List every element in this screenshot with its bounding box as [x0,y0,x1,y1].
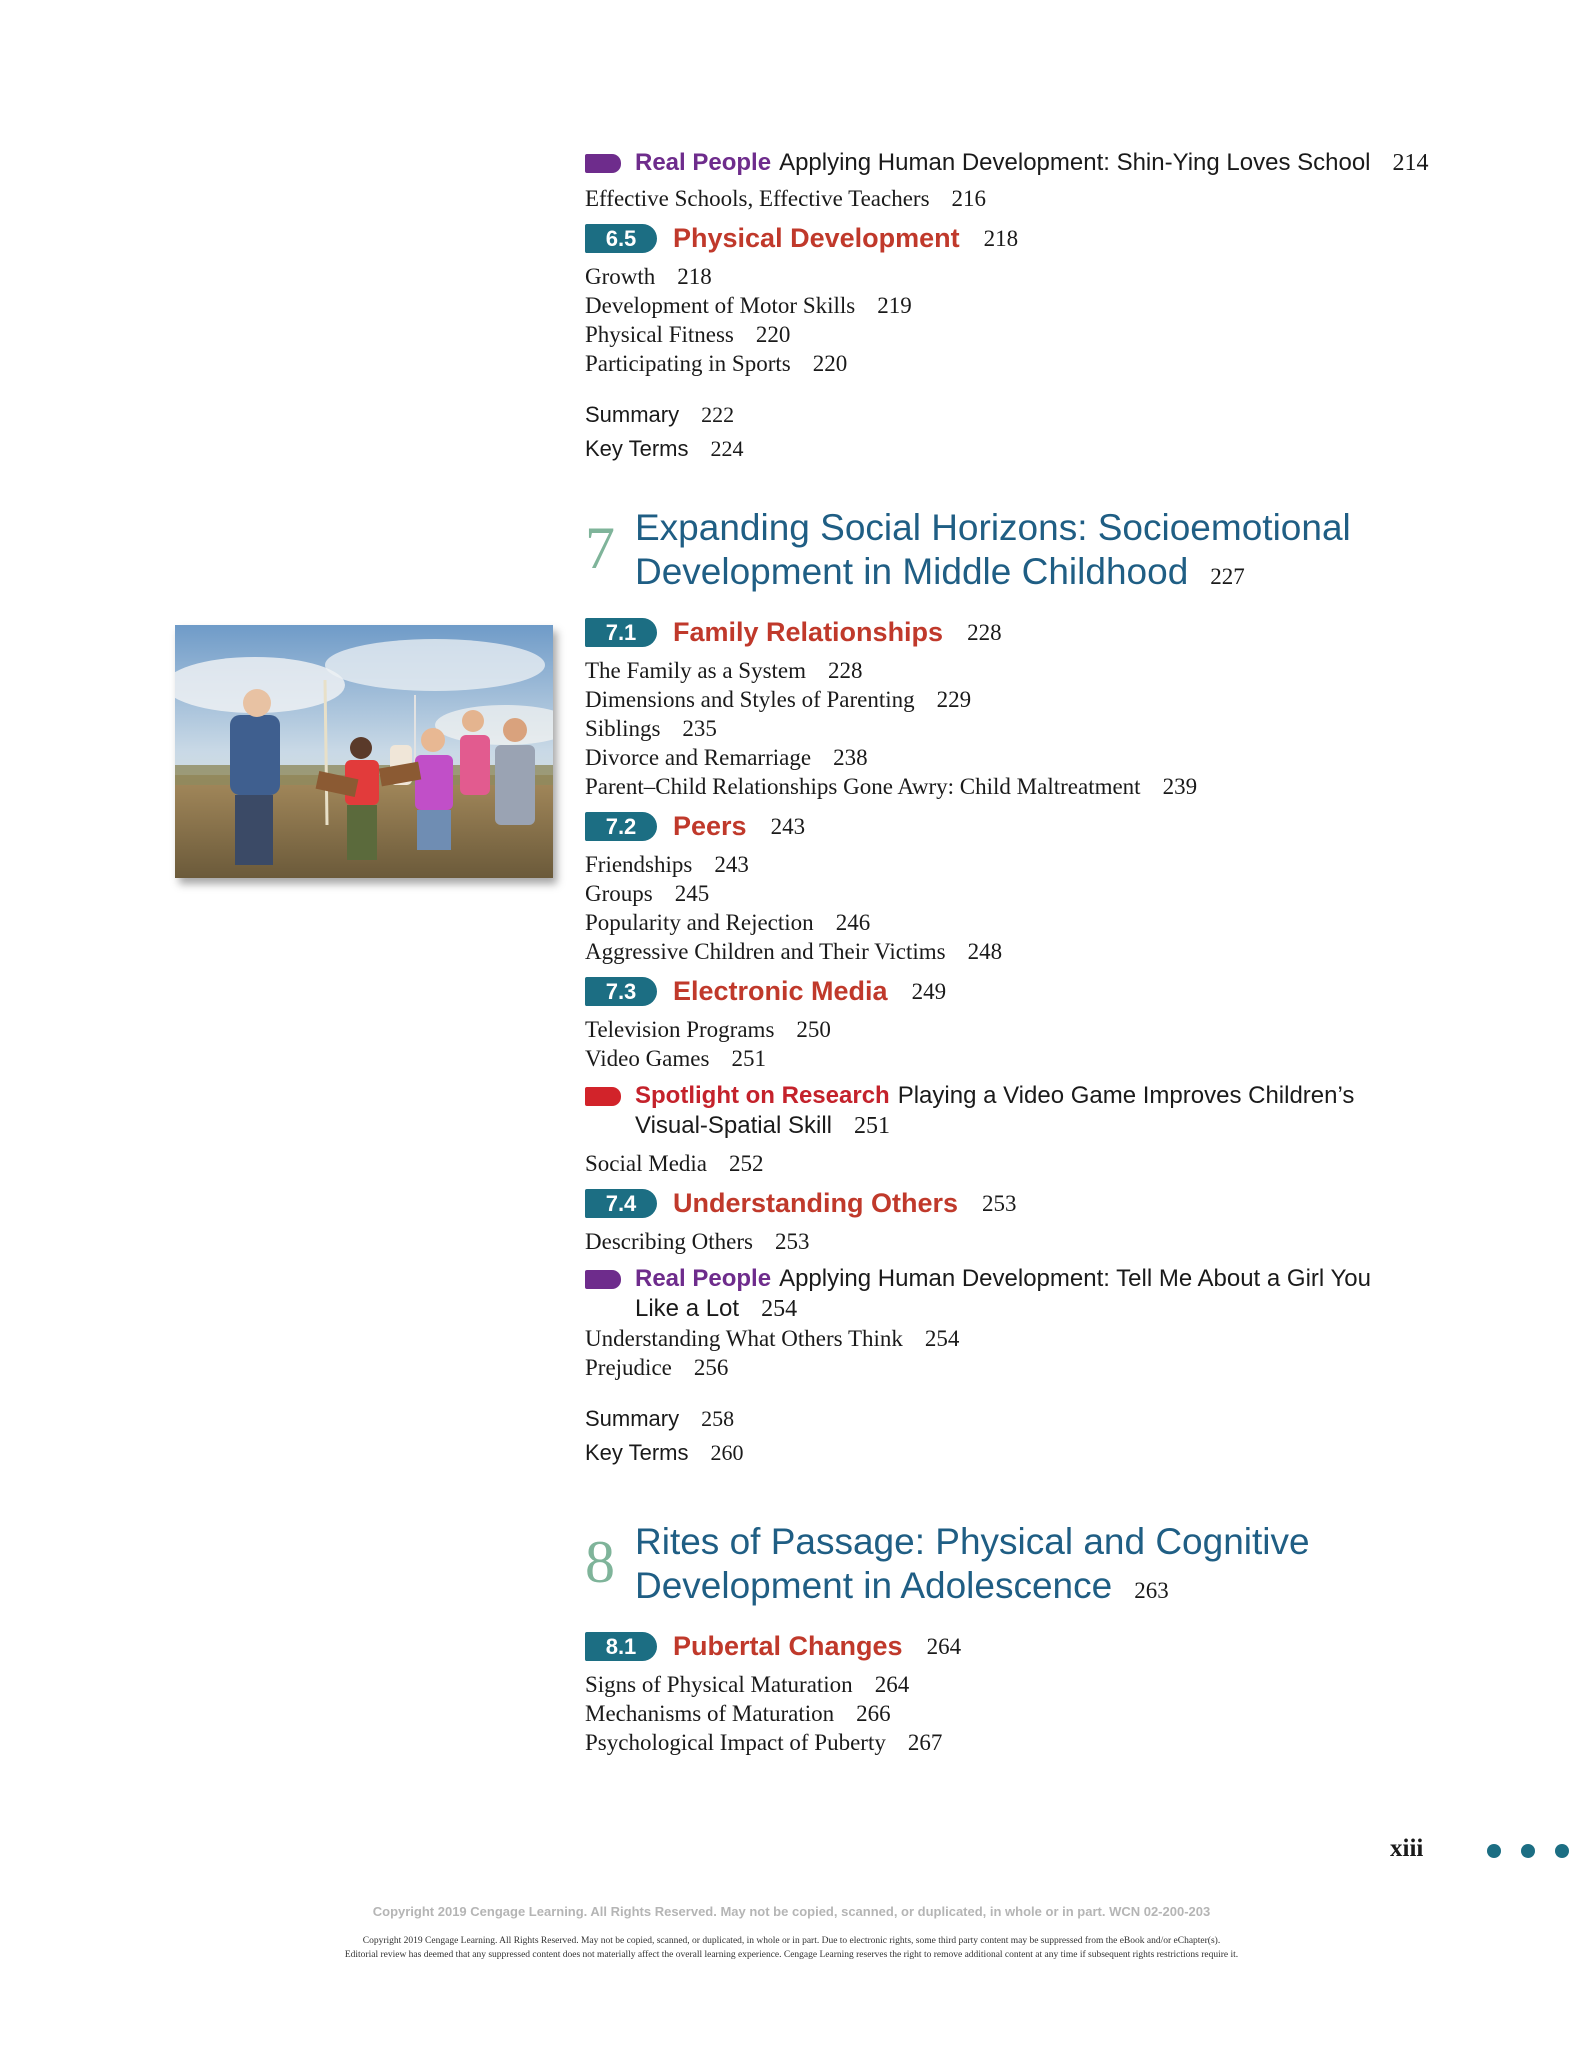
toc-entry[interactable] [585,184,1485,213]
feature-text-line2: Like a Lot [635,1295,740,1322]
entry-title: Aggressive Children and Their Victims [585,939,946,964]
entry-title: Television Programs [585,1017,775,1042]
feature-label: Real People [635,149,772,176]
entry-title: Friendships [585,852,693,877]
entry-page: 254 [924,1326,960,1351]
toc-entry[interactable] [585,349,1485,378]
entry-page: 219 [877,293,912,318]
toc-entry[interactable] [585,1015,1485,1044]
entry-page: 229 [936,687,972,712]
toc-entry[interactable] [585,743,1485,772]
entry-page: 218 [677,264,712,289]
entry-title: Signs of Physical Maturation [585,1672,853,1697]
entry-page: 251 [731,1046,766,1071]
chapter-7-endmatter [585,1402,1485,1470]
section-title: Peers [673,811,747,841]
entry-title: The Family as a System [585,658,807,683]
page-number: 214 [1392,150,1429,176]
entry-page: 243 [714,852,749,877]
feature-label: Real People [635,1265,772,1292]
summary-entry[interactable] [585,398,1485,432]
entry-page: 256 [693,1355,729,1380]
chapter-7-heading[interactable] [585,506,1485,599]
section-page: 249 [911,978,947,1004]
toc-entry[interactable] [585,908,1485,937]
entry-page: 250 [796,1017,831,1042]
entry-title: Psychological Impact of Puberty [585,1730,886,1755]
section-number-badge: 6.5 [585,224,657,253]
section-page: 228 [967,619,1002,645]
toc-entry[interactable] [585,1227,1485,1256]
section-heading-7-2[interactable] [585,811,1485,842]
toc-entry[interactable] [585,1149,1485,1178]
entry-page: 264 [874,1672,910,1697]
toc-entry[interactable] [585,1728,1485,1757]
chapter-page: 227 [1210,564,1245,589]
real-people-tag-icon [585,1270,621,1289]
entry-page: 266 [856,1701,891,1726]
entry-title: Participating in Sports [585,351,791,376]
entry-page: 228 [828,658,863,683]
toc-entry[interactable] [585,1353,1485,1382]
section-number-badge: 7.1 [585,618,657,647]
legal-line-1: Copyright 2019 Cengage Learning. All Rights Reserved. May not be copied, scanned, or duplicated, in whole or in part. Due to electronic rights, some third party content may be suppressed from the eBook and/or eChapter(s). [362,1936,1221,1946]
chapter-title-line1: Expanding Social Horizons: Socioemotional [635,507,1351,548]
summary-page: 258 [701,1406,735,1431]
section-title: Family Relationships [673,617,944,647]
toc-entry[interactable] [585,937,1485,966]
spotlight-tag-icon [585,1087,621,1106]
entry-title: Social Media [585,1151,707,1176]
summary-label: Summary [585,1406,680,1431]
dot-icon [1555,1844,1569,1858]
toc-entry[interactable] [585,262,1485,291]
entry-title: Popularity and Rejection [585,910,814,935]
section-entry-list [585,1227,1485,1256]
section-entry-list [585,1149,1485,1178]
entry-page: 239 [1162,774,1198,799]
toc-entry[interactable] [585,320,1485,349]
section-entry-list [585,1015,1485,1073]
section-title: Understanding Others [673,1188,959,1218]
entry-title: Physical Fitness [585,322,734,347]
entry-page: 235 [682,716,717,741]
entry-title: Parent–Child Relationships Gone Awry: Child Maltreatment [585,774,1141,799]
key-terms-label: Key Terms [585,1440,689,1465]
entry-title: Effective Schools, Effective Teachers [585,186,930,211]
entry-page: 238 [833,745,868,770]
chapter-title-line1: Rites of Passage: Physical and Cognitive [635,1521,1310,1562]
chapter-number: 8 [585,1529,615,1595]
summary-page: 222 [701,402,735,427]
legal-line-2: Editorial review has deemed that any suppressed content does not materially affect the overall learning experience. Cengage Learning reserves the right to remove additional content at any time if subsequent rights restrictions require it. [344,1950,1239,1960]
entry-title: Video Games [585,1046,710,1071]
real-people-feature-entry[interactable] [585,148,1485,178]
chapter-photo-teacher-with-students [175,625,553,878]
entry-title: Development of Motor Skills [585,293,856,318]
feature-text-line1: Applying Human Development: Tell Me About a Girl You [779,1265,1371,1292]
toc-entry[interactable] [585,850,1485,879]
spotlight-on-research-feature-entry[interactable] [585,1081,1485,1141]
entry-page: 245 [674,881,710,906]
key-terms-entry[interactable] [585,1436,1485,1470]
toc-entry[interactable] [585,1670,1485,1699]
entry-title: Growth [585,264,656,289]
key-terms-page: 260 [710,1440,744,1465]
entry-page: 248 [967,939,1003,964]
key-terms-entry[interactable] [585,432,1485,466]
section-entry-list [585,1670,1485,1757]
section-title: Pubertal Changes [673,1631,903,1661]
real-people-tag-icon [585,154,621,173]
entry-title: Dimensions and Styles of Parenting [585,687,915,712]
page-number-roman: xiii [1390,1835,1424,1862]
section-heading-6-5[interactable] [585,223,1485,254]
section-title: Physical Development [673,223,960,253]
feature-label: Spotlight on Research [635,1082,890,1109]
section-entry-list [585,1324,1485,1382]
entry-title: Mechanisms of Maturation [585,1701,835,1726]
entry-title: Groups [585,881,653,906]
entry-page: 216 [951,186,987,211]
toc-entry[interactable] [585,291,1485,320]
summary-entry[interactable] [585,1402,1485,1436]
entry-title: Siblings [585,716,661,741]
chapter-title-line2: Development in Adolescence [635,1565,1113,1606]
section-page: 264 [926,1633,962,1659]
entry-title: Divorce and Remarriage [585,745,812,770]
section-heading-7-1[interactable] [585,617,1485,648]
toc-entry[interactable] [585,879,1485,908]
key-terms-page: 224 [710,436,744,461]
section-title: Electronic Media [673,976,888,1006]
chapter-title-line2: Development in Middle Childhood [635,551,1189,592]
chapter-number: 7 [585,515,615,581]
toc-entry[interactable] [585,685,1485,714]
entry-page: 220 [812,351,848,376]
entry-title: Prejudice [585,1355,672,1380]
entry-page: 220 [755,322,791,347]
toc-entry[interactable] [585,656,1485,685]
chapter-6-endmatter [585,398,1485,466]
toc-entry[interactable] [585,714,1485,743]
section-number-badge: 7.3 [585,977,657,1006]
real-people-feature-entry[interactable] [585,1264,1485,1324]
key-terms-label: Key Terms [585,436,689,461]
copyright-legal-notice [0,1934,1583,1962]
summary-label: Summary [585,402,680,427]
dot-icon [1487,1844,1501,1858]
toc-entry[interactable] [585,1044,1485,1073]
section-number-badge: 7.4 [585,1189,657,1218]
section-heading-7-3[interactable] [585,976,1485,1007]
table-of-contents [585,148,1485,1757]
page-number: 254 [761,1296,798,1322]
feature-text-line2: Visual-Spatial Skill [635,1112,832,1139]
dot-icon [1521,1844,1535,1858]
entry-page: 252 [729,1151,764,1176]
section-entry-list [585,850,1485,966]
toc-entry[interactable] [585,1699,1485,1728]
section-page: 253 [982,1190,1017,1216]
page-number: 251 [853,1113,890,1139]
section-entry-list [585,262,1485,378]
chapter-8-heading[interactable] [585,1520,1485,1613]
section-number-badge: 8.1 [585,1632,657,1661]
section-page: 243 [770,813,806,839]
section-heading-7-4[interactable] [585,1188,1485,1219]
toc-entry[interactable] [585,1324,1485,1353]
copyright-watermark: Copyright 2019 Cengage Learning. All Rights Reserved. May not be copied, scanned, or duplicated, in whole or in part. WCN 02-200-203 [372,1904,1211,1919]
entry-page: 246 [835,910,871,935]
entry-title: Describing Others [585,1229,753,1254]
feature-text-line1: Playing a Video Game Improves Children’s [897,1082,1355,1109]
section-page: 218 [983,225,1019,251]
entry-page: 267 [907,1730,943,1755]
chapter-page: 263 [1134,1578,1169,1603]
feature-text: Applying Human Development: Shin-Ying Loves School [779,149,1371,176]
section-heading-8-1[interactable] [585,1631,1485,1662]
toc-entry[interactable] [585,772,1485,801]
section-number-badge: 7.2 [585,812,657,841]
decorative-dots [1487,1844,1569,1858]
entry-title: Understanding What Others Think [585,1326,903,1351]
entry-page: 253 [775,1229,810,1254]
section-entry-list [585,656,1485,801]
